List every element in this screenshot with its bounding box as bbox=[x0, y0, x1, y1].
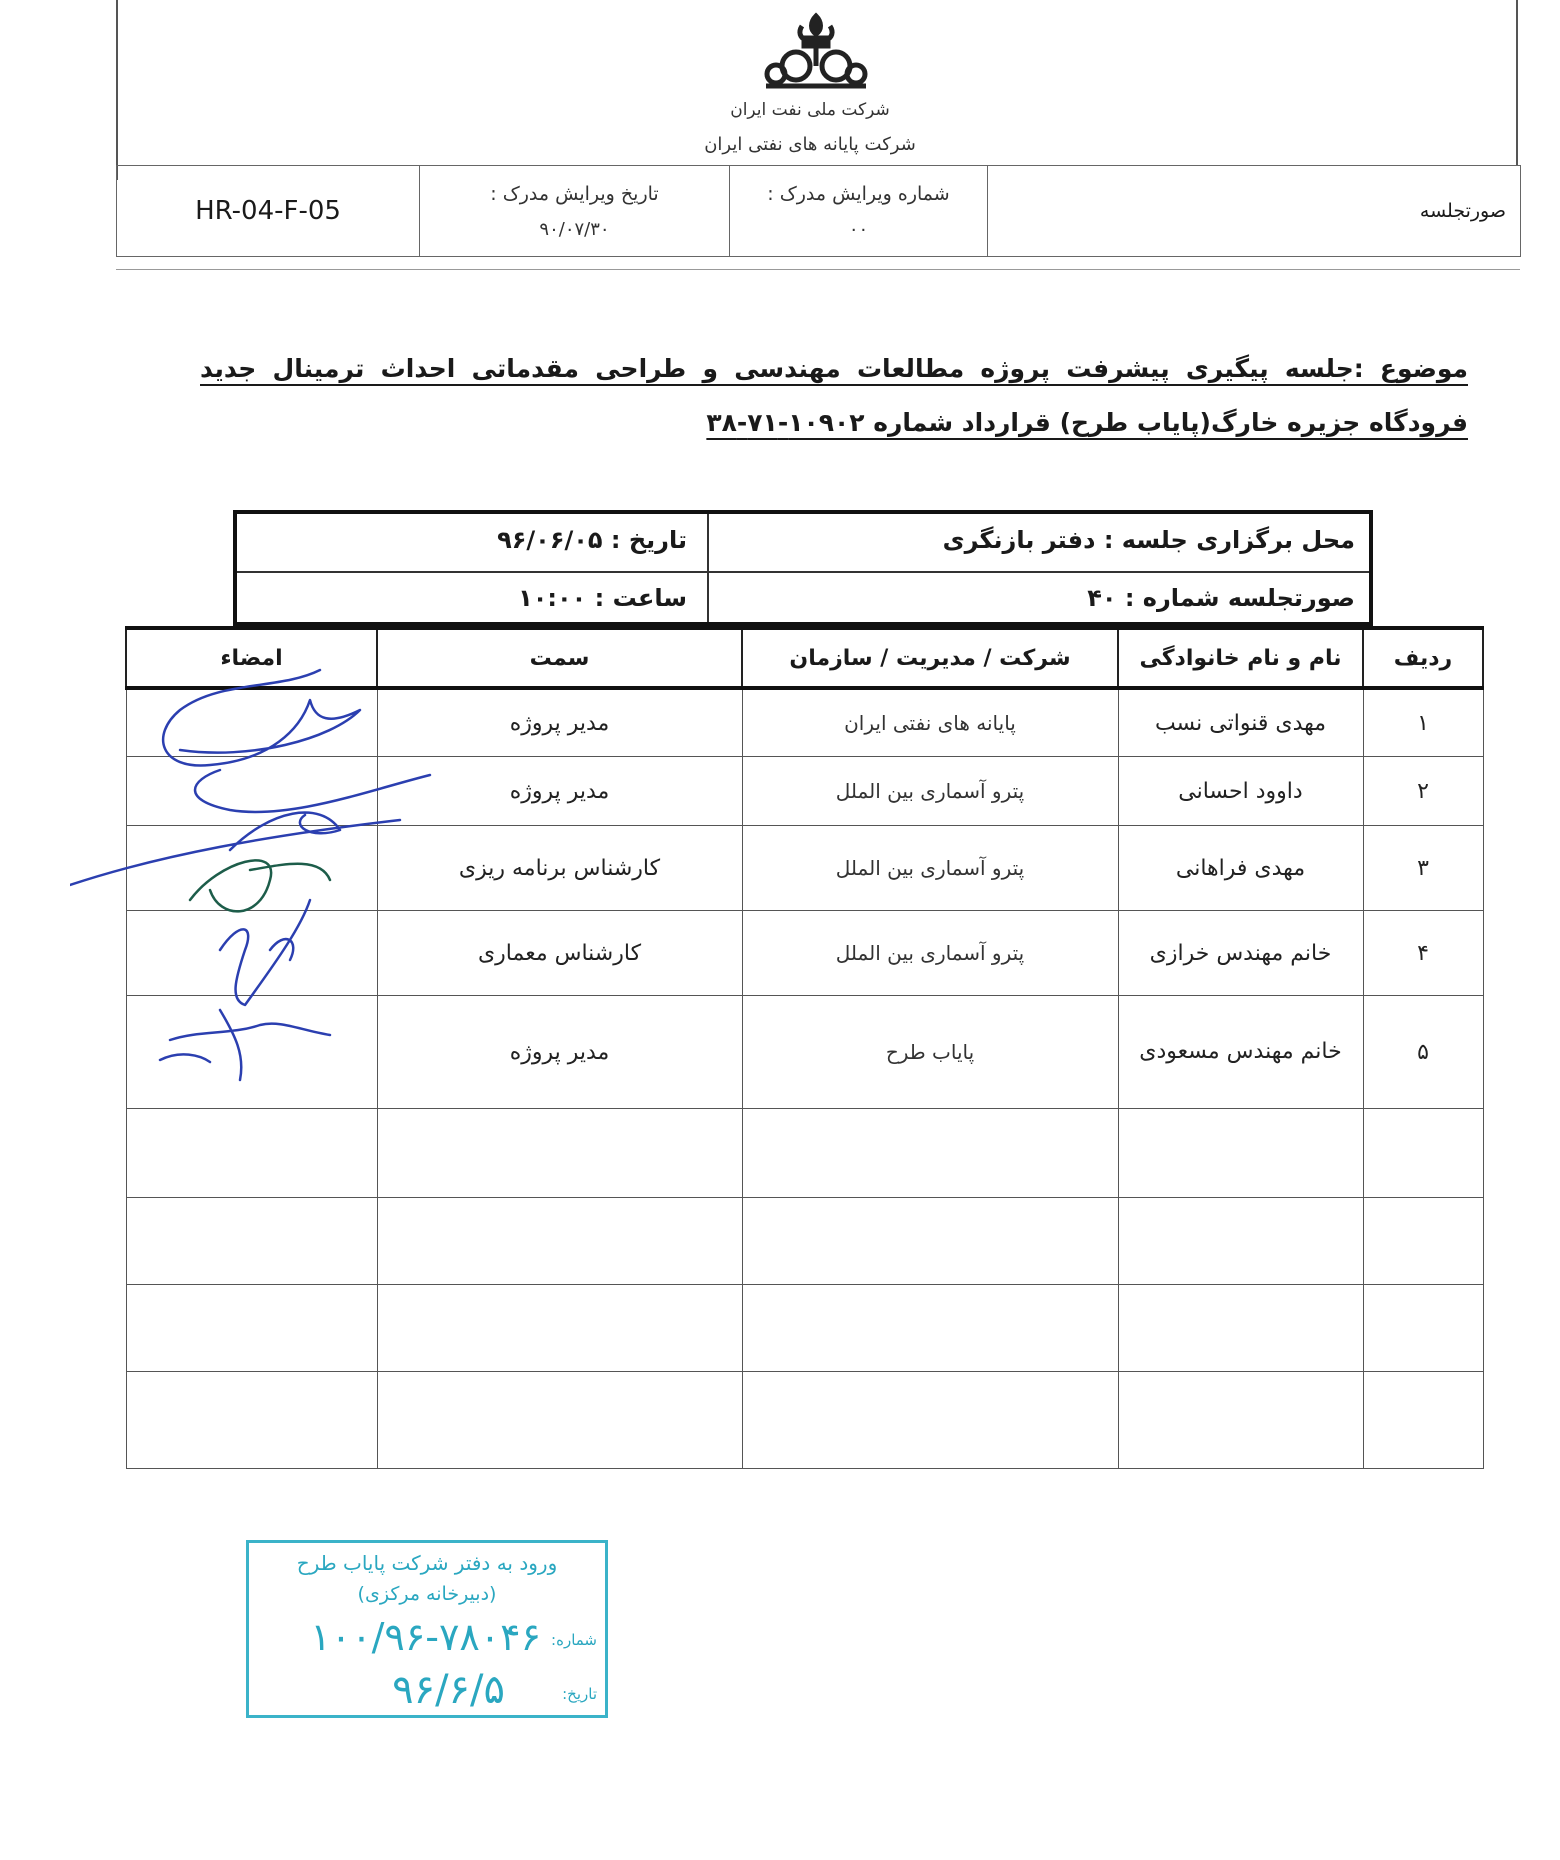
stamp-number-label: شماره: bbox=[551, 1631, 597, 1649]
attendee-company: پترو آسماری بین الملل bbox=[742, 911, 1118, 996]
attendee-company: پایانه های نفتی ایران bbox=[742, 688, 1118, 757]
meeting-info-box bbox=[233, 510, 1373, 626]
meeting-date: تاریخ : ۹۶/۰۶/۰۵ bbox=[497, 526, 687, 554]
document-type: صورتجلسه bbox=[988, 166, 1521, 257]
empty-row bbox=[126, 1372, 1483, 1469]
attendee-name: خانم مهندس خرازی bbox=[1118, 911, 1363, 996]
row-number: ۵ bbox=[1363, 996, 1483, 1109]
stamp-date-label: تاریخ: bbox=[562, 1685, 597, 1703]
row-number: ۳ bbox=[1363, 826, 1483, 911]
header-name: نام و نام خانوادگی bbox=[1118, 628, 1363, 688]
table-row bbox=[126, 688, 1483, 757]
meeting-subject bbox=[200, 342, 1468, 450]
meeting-info-divider-horizontal bbox=[237, 571, 1369, 573]
attendee-name: مهدی قنواتی نسب bbox=[1118, 688, 1363, 757]
table-row bbox=[126, 826, 1483, 911]
company-name-terminals: شرکت پایانه های نفتی ایران bbox=[704, 134, 916, 155]
attendees-table bbox=[125, 626, 1484, 1469]
meeting-location: محل برگزاری جلسه : دفتر بازنگری bbox=[942, 526, 1355, 554]
row-number: ۱ bbox=[1363, 688, 1483, 757]
revision-date-cell bbox=[420, 166, 730, 257]
nioc-logo-icon bbox=[756, 8, 876, 94]
signature-cell bbox=[126, 688, 377, 757]
attendee-company: پترو آسماری بین الملل bbox=[742, 757, 1118, 826]
document-code: HR-04-F-05 bbox=[117, 166, 420, 257]
revision-number-cell bbox=[730, 166, 988, 257]
row-number: ۲ bbox=[1363, 757, 1483, 826]
stamp-title: ورود به دفتر شرکت پایاب طرح bbox=[296, 1551, 558, 1575]
minutes-number: صورتجلسه شماره : ۴۰ bbox=[1087, 584, 1355, 612]
attendee-company: پایاب طرح bbox=[742, 996, 1118, 1109]
header-signature: امضاء bbox=[126, 628, 377, 688]
revision-date-label: تاریخ ویرایش مدرک : bbox=[490, 182, 659, 205]
empty-row bbox=[126, 1285, 1483, 1372]
table-row bbox=[126, 757, 1483, 826]
empty-row bbox=[126, 1198, 1483, 1285]
attendee-position: مدیر پروژه bbox=[377, 757, 742, 826]
revision-number-value: ۰۰ bbox=[848, 218, 869, 240]
company-name-nioc: شرکت ملی نفت ایران bbox=[730, 100, 890, 120]
attendees-header-row bbox=[126, 628, 1483, 688]
signature-cell bbox=[126, 826, 377, 911]
header-position: سمت bbox=[377, 628, 742, 688]
meeting-time: ساعت : ۱۰:۰۰ bbox=[518, 584, 687, 612]
document-info-table bbox=[116, 165, 1521, 257]
stamp-date-value: ۹۶/۶/۵ bbox=[392, 1667, 505, 1713]
meeting-info-divider-vertical bbox=[707, 514, 709, 622]
table-row bbox=[126, 911, 1483, 996]
attendee-position: کارشناس معماری bbox=[377, 911, 742, 996]
revision-date-value: ۹۰/۰۷/۳۰ bbox=[539, 218, 610, 240]
meeting-subject-text: موضوع :جلسه پیگیری پیشرفت پروژه مطالعات مهندسی و طراحی مقدماتی احداث ترمینال جدید فرودگاه جزیره خارگ(پایاب طرح) قرارداد شماره ۱۰۹۰۲-۷۱-۳۸ bbox=[200, 354, 1468, 437]
table-row bbox=[126, 996, 1483, 1109]
stamp-subtitle: (دبیرخانه مرکزی) bbox=[357, 1583, 497, 1605]
attendee-position: مدیر پروژه bbox=[377, 996, 742, 1109]
empty-row bbox=[126, 1109, 1483, 1198]
revision-number-label: شماره ویرایش مدرک : bbox=[767, 182, 950, 205]
signature-cell bbox=[126, 996, 377, 1109]
attendee-name: مهدی فراهانی bbox=[1118, 826, 1363, 911]
registry-stamp bbox=[246, 1540, 608, 1718]
attendee-position: مدیر پروژه bbox=[377, 688, 742, 757]
header-left-border bbox=[116, 0, 118, 180]
attendee-name: داوود احسانی bbox=[1118, 757, 1363, 826]
signature-cell bbox=[126, 911, 377, 996]
stamp-number-value: ۱۰۰/۹۶-۷۸۰۴۶ bbox=[310, 1615, 541, 1659]
row-number: ۴ bbox=[1363, 911, 1483, 996]
attendee-name: خانم مهندس مسعودی bbox=[1118, 996, 1363, 1109]
attendee-position: کارشناس برنامه ریزی bbox=[377, 826, 742, 911]
header-rule bbox=[116, 269, 1520, 270]
header-company: شرکت / مدیریت / سازمان bbox=[742, 628, 1118, 688]
header-row-number: ردیف bbox=[1363, 628, 1483, 688]
signature-cell bbox=[126, 757, 377, 826]
header-right-border bbox=[1516, 0, 1518, 165]
attendee-company: پترو آسماری بین الملل bbox=[742, 826, 1118, 911]
